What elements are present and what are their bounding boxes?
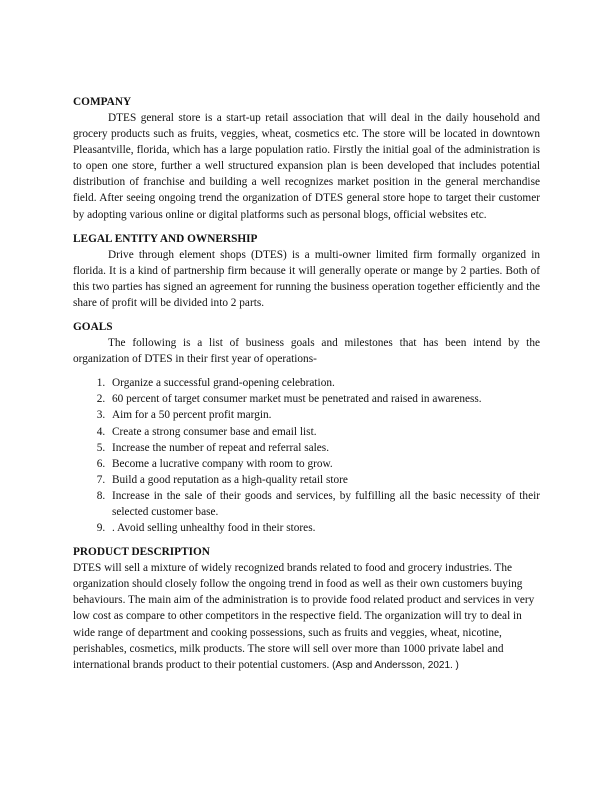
list-item: 5. Increase the number of repeat and referral sales. bbox=[108, 440, 540, 456]
goals-list bbox=[73, 375, 540, 536]
list-item: 1. Organize a successful grand-opening celebration. bbox=[108, 375, 540, 391]
list-item: 9. . Avoid selling unhealthy food in their stores. bbox=[108, 520, 540, 536]
list-item: 6. Become a lucrative company with room to grow. bbox=[108, 456, 540, 472]
list-item: 4. Create a strong consumer base and email list. bbox=[108, 424, 540, 440]
list-item: 8. Increase in the sale of their goods and services, by fulfilling all the basic necessity of their selected customer base. bbox=[108, 488, 540, 520]
document-page bbox=[73, 94, 540, 674]
goals-intro: The following is a list of business goals and milestones that has been intend by the organization of DTES in their first year of operations- bbox=[73, 337, 540, 366]
goals-heading: GOALS bbox=[73, 321, 113, 334]
product-heading: PRODUCT DESCRIPTION bbox=[73, 546, 210, 559]
citation: (Asp and Andersson, 2021. ) bbox=[332, 659, 459, 671]
legal-paragraph: Drive through element shops (DTES) is a multi-owner limited firm formally organized in florida. It is a kind of partnership firm because it will generally operate or mange by 2 parties. Both of this two parties has signed an agreement for running the business operation together efficiently and the share of profit will be divided into 2 parts. bbox=[73, 248, 540, 309]
product-paragraph bbox=[73, 560, 540, 674]
legal-heading: LEGAL ENTITY AND OWNERSHIP bbox=[73, 232, 258, 245]
list-item: 7. Build a good reputation as a high-quality retail store bbox=[108, 472, 540, 488]
company-paragraph: DTES general store is a start-up retail association that will deal in the daily household and grocery products such as fruits, veggies, wheat, cosmetics etc. The store will be located in downtown Pleasantville, florida, which has a large population ratio. Firstly the initial goal of the administration is to open one store, further a well structured expansion plan is been developed that includes potential distribution of franchise and building a well recognizes market position in the general merchandise field. After seeing ongoing trend the organization of DTES general store hope to target their customer by adopting various online or digital platforms such as personal blogs, official websites etc. bbox=[73, 112, 540, 221]
company-heading: COMPANY bbox=[73, 96, 132, 108]
list-item: 2. 60 percent of target consumer market must be penetrated and raised in awareness. bbox=[108, 391, 540, 407]
product-text: DTES will sell a mixture of widely recognized brands related to food and grocery industries. The organization should closely follow the ongoing trend in food as well as their own customers buying behaviours. The main aim of the administration is to provide food related product and services in very low cost as compare to other competitors in the respective field. The organization will try to deal in wide range of department and cooking possessions, such as fruits and veggies, wheat, nicotine, perishables, cosmetics, milk products. The store will sell over more than 1000 private label and international brands product to their potential customers. bbox=[73, 562, 535, 671]
list-item: 3. Aim for a 50 percent profit margin. bbox=[108, 407, 540, 423]
